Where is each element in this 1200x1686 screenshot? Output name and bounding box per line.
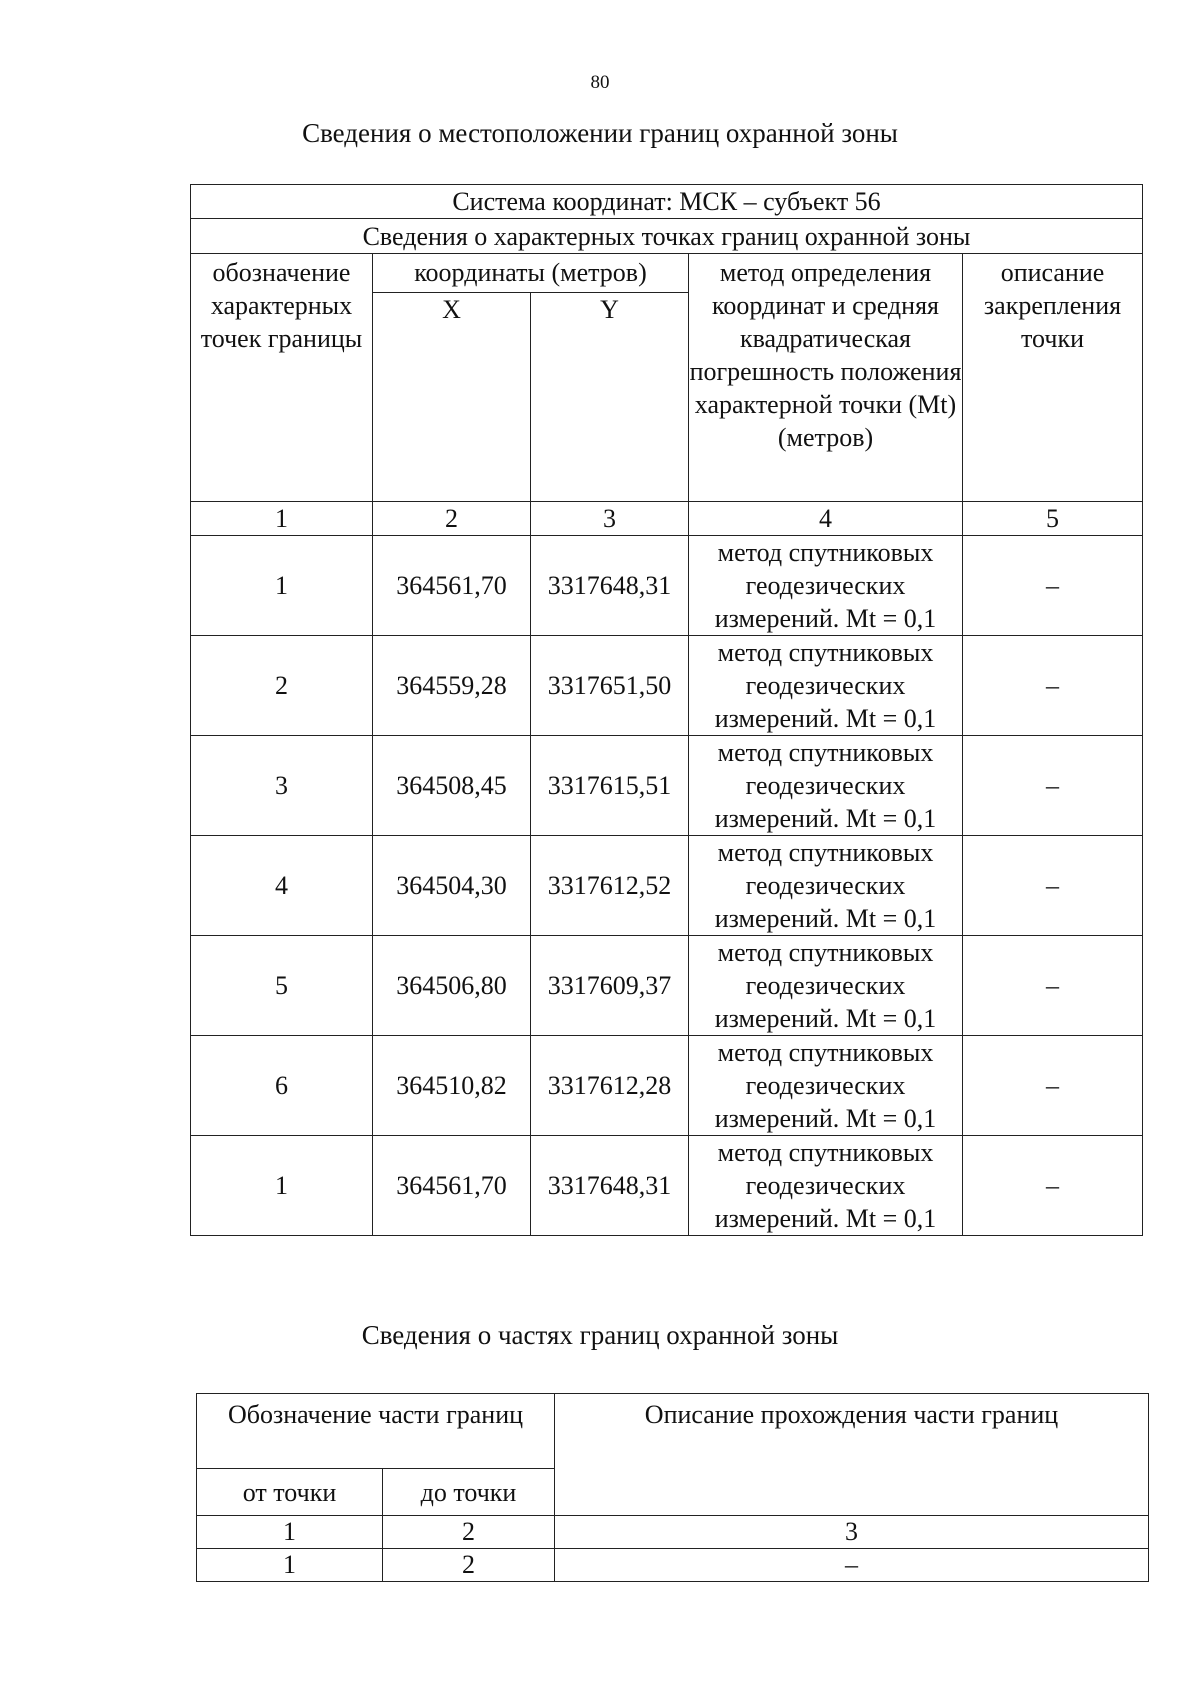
point-id: 2 [191,636,373,736]
column-number-5: 5 [963,502,1143,536]
point-id: 5 [191,936,373,1036]
part-to: 2 [383,1549,555,1582]
point-method: метод спутниковых геодезических измерений. Mt = 0,1 [689,936,963,1036]
header-coordinates: координаты (метров) [373,254,689,293]
point-y: 3317612,28 [531,1036,689,1136]
column-number-3: 3 [555,1516,1149,1549]
column-number-4: 4 [689,502,963,536]
point-method: метод спутниковых геодезических измерений. Mt = 0,1 [689,836,963,936]
header-part-designation: Обозначение части границ [197,1394,555,1469]
header-x: X [373,293,531,502]
column-number-1: 1 [197,1516,383,1549]
point-method: метод спутниковых геодезических измерений. Mt = 0,1 [689,636,963,736]
header-designation: обозначение характерных точек границы [191,254,373,502]
point-description: – [963,636,1143,736]
point-id: 4 [191,836,373,936]
coord-system-cell: Система координат: МСК – субъект 56 [191,185,1143,219]
point-y: 3317609,37 [531,936,689,1036]
page-number: 80 [590,72,610,93]
point-id: 1 [191,536,373,636]
point-x: 364504,30 [373,836,531,936]
parts-section-title: Сведения о частях границ охранной зоны [361,1320,839,1350]
column-number-1: 1 [191,502,373,536]
document-title: Сведения о местоположении границ охранной зоны [302,118,898,148]
point-x: 364561,70 [373,536,531,636]
point-y: 3317651,50 [531,636,689,736]
boundary-parts-table [196,1393,1149,1582]
point-description: – [963,536,1143,636]
point-method: метод спутниковых геодезических измерений. Mt = 0,1 [689,1136,963,1236]
table-row [191,1136,1143,1236]
table-row [191,536,1143,636]
header-y: Y [531,293,689,502]
section-title-cell: Сведения о характерных точках границ охранной зоны [191,219,1143,254]
column-number-2: 2 [383,1516,555,1549]
point-id: 1 [191,1136,373,1236]
point-y: 3317648,31 [531,536,689,636]
column-number-2: 2 [373,502,531,536]
header-to-point: до точки [383,1469,555,1516]
table-row [191,636,1143,736]
point-method: метод спутниковых геодезических измерений. Mt = 0,1 [689,1036,963,1136]
point-y: 3317615,51 [531,736,689,836]
point-x: 364508,45 [373,736,531,836]
point-y: 3317612,52 [531,836,689,936]
point-description: – [963,1036,1143,1136]
point-x: 364561,70 [373,1136,531,1236]
part-description: – [555,1549,1149,1582]
header-description: описание закрепления точки [963,254,1143,502]
part-from: 1 [197,1549,383,1582]
table-row [191,936,1143,1036]
header-method: метод определения координат и средняя квадратическая погрешность положения характерной точки (Mt) (метров) [689,254,963,502]
table-row [191,1036,1143,1136]
point-method: метод спутниковых геодезических измерений. Mt = 0,1 [689,536,963,636]
point-id: 6 [191,1036,373,1136]
column-number-3: 3 [531,502,689,536]
boundary-points-table [190,184,1143,1236]
point-id: 3 [191,736,373,836]
point-description: – [963,836,1143,936]
table-row [197,1549,1149,1582]
table-row [191,836,1143,936]
point-x: 364506,80 [373,936,531,1036]
point-method: метод спутниковых геодезических измерений. Mt = 0,1 [689,736,963,836]
table-row [191,736,1143,836]
header-from-point: от точки [197,1469,383,1516]
point-description: – [963,1136,1143,1236]
point-y: 3317648,31 [531,1136,689,1236]
point-description: – [963,736,1143,836]
point-x: 364510,82 [373,1036,531,1136]
point-x: 364559,28 [373,636,531,736]
point-description: – [963,936,1143,1036]
header-part-description: Описание прохождения части границ [555,1394,1149,1516]
